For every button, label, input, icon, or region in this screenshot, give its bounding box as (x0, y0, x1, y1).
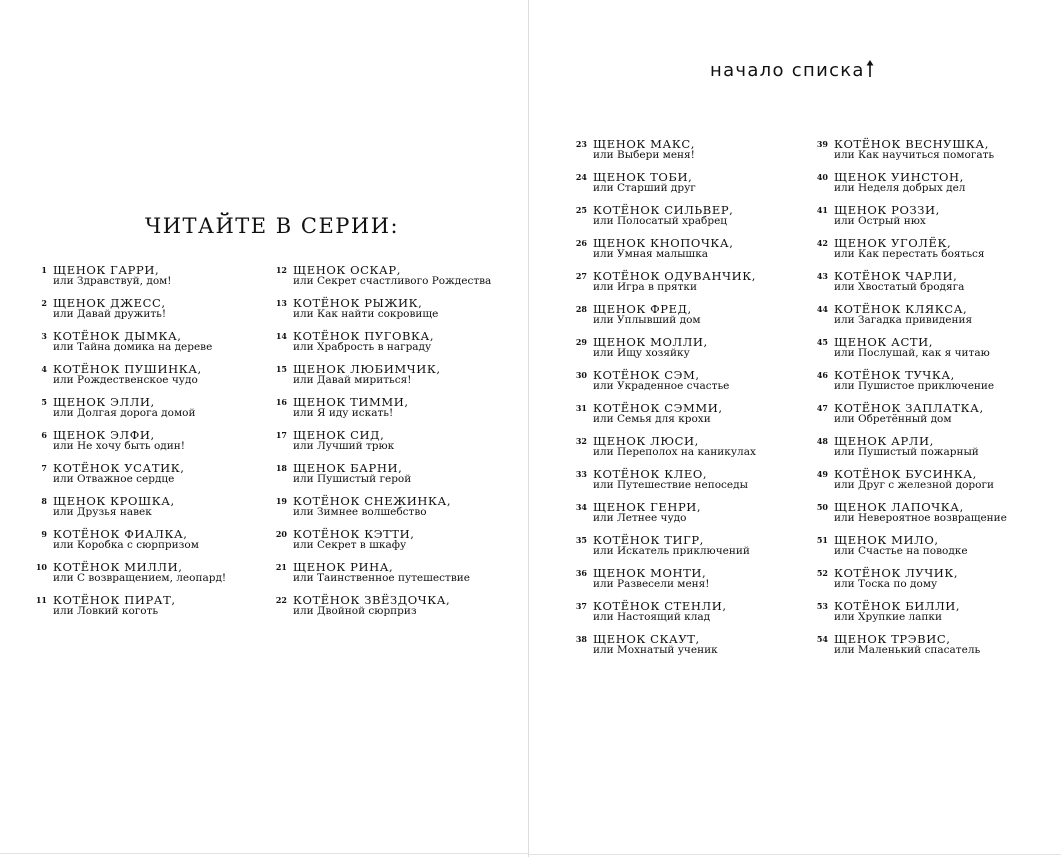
book-number: 40 (816, 172, 828, 182)
book-number: 12 (275, 265, 287, 275)
book-entry (570, 533, 810, 566)
arrow-up-icon (866, 60, 874, 78)
book-entry (570, 599, 810, 632)
book-subtitle: или Долгая дорога домой (53, 407, 196, 419)
book-number: 47 (816, 403, 828, 413)
book-subtitle: или Мохнатый ученик (593, 644, 718, 656)
book-number: 32 (575, 436, 587, 446)
book-number: 27 (575, 271, 587, 281)
book-entry (570, 566, 810, 599)
book-subtitle: или Счастье на поводке (834, 545, 968, 557)
book-number: 2 (41, 298, 47, 308)
book-entry (570, 236, 810, 269)
book-title: ЩЕНОК ТРЭВИС, (834, 632, 951, 646)
book-entry (270, 560, 528, 593)
book-list-column-2 (270, 263, 528, 626)
book-title: КОТЁНОК РЫЖИК, (293, 296, 423, 310)
book-entry (30, 494, 270, 527)
book-entry (570, 401, 810, 434)
book-subtitle: или Полосатый храбрец (593, 215, 728, 227)
book-entry (270, 395, 528, 428)
book-entry (270, 263, 528, 296)
book-title: ЩЕНОК КНОПОЧКА, (593, 236, 734, 250)
book-subtitle: или Невероятное возвращение (834, 512, 1007, 524)
book-title: КОТЁНОК ТУЧКА, (834, 368, 955, 382)
book-entry (811, 236, 1061, 269)
book-number: 17 (275, 430, 287, 440)
book-title: ЩЕНОК ОСКАР, (293, 263, 401, 277)
book-subtitle: или Как научиться помогать (834, 149, 995, 161)
book-entry (570, 269, 810, 302)
book-subtitle: или Тайна домика на дереве (53, 341, 213, 353)
book-subtitle: или Хвостатый бродяга (834, 281, 965, 293)
book-title: КОТЁНОК МИЛЛИ, (53, 560, 183, 574)
book-title: КОТЁНОК СЭММИ, (593, 401, 723, 415)
book-subtitle: или Давай мириться! (293, 374, 412, 386)
book-entry (270, 461, 528, 494)
book-number: 3 (41, 331, 47, 341)
book-number: 38 (575, 634, 587, 644)
book-title: КОТЁНОК ДЫМКА, (53, 329, 182, 343)
book-entry (811, 368, 1061, 401)
book-title: ЩЕНОК СКАУТ, (593, 632, 700, 646)
book-subtitle: или Пушистое приключение (834, 380, 995, 392)
book-number: 20 (275, 529, 287, 539)
book-subtitle: или Искатель приключений (593, 545, 750, 557)
book-title: КОТЁНОК ЛУЧИК, (834, 566, 959, 580)
book-subtitle: или Таинственное путешествие (293, 572, 470, 584)
book-title: ЩЕНОК РИНА, (293, 560, 394, 574)
book-subtitle: или Здравствуй, дом! (53, 275, 172, 287)
book-title: ЩЕНОК УГОЛЁК, (834, 236, 952, 250)
book-number: 53 (816, 601, 828, 611)
book-title: ЩЕНОК МИЛО, (834, 533, 939, 547)
book-title: КОТЁНОК ПУШИНКА, (53, 362, 202, 376)
book-subtitle: или Двойной сюрприз (293, 605, 417, 617)
book-number: 34 (575, 502, 587, 512)
book-title: КОТЁНОК БУСИНКА, (834, 467, 977, 481)
book-subtitle: или Храбрость в награду (293, 341, 432, 353)
book-subtitle: или Ищу хозяйку (593, 347, 690, 359)
book-subtitle: или Друг с железной дороги (834, 479, 994, 491)
book-title: КОТЁНОК СЭМ, (593, 368, 700, 382)
book-list-column-1 (30, 263, 270, 626)
book-subtitle: или Настоящий клад (593, 611, 711, 623)
book-entry (270, 329, 528, 362)
book-title: ЩЕНОК РОЗЗИ, (834, 203, 940, 217)
book-number: 13 (275, 298, 287, 308)
book-title: КОТЁНОК ПИРАТ, (53, 593, 176, 607)
book-subtitle: или Острый нюх (834, 215, 926, 227)
book-subtitle: или Выбери меня! (593, 149, 695, 161)
book-title: КОТЁНОК ВЕСНУШКА, (834, 137, 989, 151)
book-entry (30, 560, 270, 593)
book-number: 14 (275, 331, 287, 341)
book-number: 18 (275, 463, 287, 473)
book-subtitle: или Развесели меня! (593, 578, 710, 590)
book-entry (270, 428, 528, 461)
book-subtitle: или Старший друг (593, 182, 696, 194)
book-title: КОТЁНОК УСАТИК, (53, 461, 185, 475)
book-entry (270, 296, 528, 329)
book-subtitle: или Умная малышка (593, 248, 709, 260)
series-title: ЧИТАЙТЕ В СЕРИИ: (145, 214, 400, 238)
book-entry (811, 533, 1061, 566)
book-title: КОТЁНОК КЛЕО, (593, 467, 708, 481)
book-title: ЩЕНОК ГЕНРИ, (593, 500, 702, 514)
book-entry (570, 302, 810, 335)
book-entry (811, 203, 1061, 236)
book-title: ЩЕНОК МОЛЛИ, (593, 335, 708, 349)
book-subtitle: или Загадка привидения (834, 314, 973, 326)
book-number: 50 (816, 502, 828, 512)
book-number: 44 (816, 304, 828, 314)
book-entry (811, 467, 1061, 500)
book-subtitle: или Секрет счастливого Рождества (293, 275, 492, 287)
book-title: КОТЁНОК СТЕНЛИ, (593, 599, 727, 613)
book-entry (570, 434, 810, 467)
book-entry (270, 362, 528, 395)
book-subtitle: или Послушай, как я читаю (834, 347, 990, 359)
book-title: ЩЕНОК ЛЮСИ, (593, 434, 699, 448)
book-subtitle: или Я иду искать! (293, 407, 394, 419)
book-title: КОТЁНОК ОДУВАНЧИК, (593, 269, 756, 283)
book-number: 9 (41, 529, 47, 539)
book-title: ЩЕНОК ЭЛЛИ, (53, 395, 155, 409)
book-number: 26 (575, 238, 587, 248)
book-number: 49 (816, 469, 828, 479)
book-subtitle: или Отважное сердце (53, 473, 175, 485)
book-subtitle: или Секрет в шкафу (293, 539, 407, 551)
book-entry (30, 527, 270, 560)
book-number: 33 (575, 469, 587, 479)
book-entry (811, 170, 1061, 203)
book-subtitle: или Летнее чудо (593, 512, 687, 524)
book-entry (30, 263, 270, 296)
book-entry (570, 335, 810, 368)
book-entry (270, 593, 528, 626)
book-entry (811, 599, 1061, 632)
book-title: ЩЕНОК ЭЛФИ, (53, 428, 155, 442)
book-subtitle: или Неделя добрых дел (834, 182, 966, 194)
book-number: 51 (816, 535, 828, 545)
book-number: 29 (575, 337, 587, 347)
book-title: ЩЕНОК ЛЮБИМЧИК, (293, 362, 441, 376)
book-title: ЩЕНОК ТОБИ, (593, 170, 693, 184)
book-entry (811, 401, 1061, 434)
book-entry (30, 362, 270, 395)
book-number: 39 (816, 139, 828, 149)
book-subtitle: или Лучший трюк (293, 440, 395, 452)
book-number: 37 (575, 601, 587, 611)
book-entry (811, 302, 1061, 335)
book-entry (30, 461, 270, 494)
book-title: КОТЁНОК ЗАПЛАТКА, (834, 401, 984, 415)
book-entry (811, 137, 1061, 170)
page-edge (0, 853, 528, 854)
book-number: 15 (275, 364, 287, 374)
book-subtitle: или Рождественское чудо (53, 374, 198, 386)
book-entry (270, 527, 528, 560)
book-number: 1 (41, 265, 47, 275)
book-entry (811, 335, 1061, 368)
book-title: ЩЕНОК ТИММИ, (293, 395, 409, 409)
book-number: 7 (41, 463, 47, 473)
book-number: 23 (575, 139, 587, 149)
book-subtitle: или Как перестать бояться (834, 248, 985, 260)
book-number: 25 (575, 205, 587, 215)
book-subtitle: или Семья для крохи (593, 413, 711, 425)
book-entry (811, 632, 1061, 665)
book-title: КОТЁНОК КЭТТИ, (293, 527, 415, 541)
book-subtitle: или С возвращением, леопард! (53, 572, 227, 584)
book-subtitle: или Давай дружить! (53, 308, 167, 320)
book-title: ЩЕНОК УИНСТОН, (834, 170, 964, 184)
book-title: ЩЕНОК МАКС, (593, 137, 695, 151)
book-subtitle: или Пушистый герой (293, 473, 412, 485)
book-number: 16 (275, 397, 287, 407)
book-title: ЩЕНОК МОНТИ, (593, 566, 707, 580)
book-number: 46 (816, 370, 828, 380)
book-entry (811, 269, 1061, 302)
book-title: ЩЕНОК ЛАПОЧКА, (834, 500, 964, 514)
book-title: КОТЁНОК ЧАРЛИ, (834, 269, 958, 283)
book-list-column-4 (811, 137, 1061, 665)
book-subtitle: или Тоска по дому (834, 578, 938, 590)
book-entry (270, 494, 528, 527)
book-number: 8 (41, 496, 47, 506)
book-entry (570, 368, 810, 401)
book-subtitle: или Коробка с сюрпризом (53, 539, 199, 551)
list-start-label: начало списка (710, 60, 865, 81)
book-title: КОТЁНОК БИЛЛИ, (834, 599, 961, 613)
book-gutter (528, 0, 529, 857)
book-number: 19 (275, 496, 287, 506)
book-number: 22 (275, 595, 287, 605)
book-subtitle: или Уплывший дом (593, 314, 701, 326)
book-entry (570, 170, 810, 203)
book-entry (30, 428, 270, 461)
book-entry (570, 467, 810, 500)
book-number: 4 (41, 364, 47, 374)
book-title: ЩЕНОК АСТИ, (834, 335, 933, 349)
book-title: ЩЕНОК ГАРРИ, (53, 263, 160, 277)
book-list-column-3 (570, 137, 810, 665)
book-subtitle: или Ловкий коготь (53, 605, 159, 617)
book-entry (811, 434, 1061, 467)
book-number: 31 (575, 403, 587, 413)
book-number: 28 (575, 304, 587, 314)
book-title: КОТЁНОК ПУГОВКА, (293, 329, 435, 343)
book-subtitle: или Путешествие непоседы (593, 479, 748, 491)
book-number: 11 (35, 595, 47, 605)
book-title: ЩЕНОК АРЛИ, (834, 434, 934, 448)
book-entry (811, 500, 1061, 533)
book-title: ЩЕНОК ДЖЕСС, (53, 296, 166, 310)
book-entry (30, 395, 270, 428)
book-number: 43 (816, 271, 828, 281)
book-entry (570, 137, 810, 170)
book-number: 24 (575, 172, 587, 182)
book-entry (570, 203, 810, 236)
book-number: 36 (575, 568, 587, 578)
book-title: ЩЕНОК КРОШКА, (53, 494, 175, 508)
list-start-heading (710, 60, 874, 81)
book-number: 21 (275, 562, 287, 572)
book-number: 5 (41, 397, 47, 407)
book-entry (811, 566, 1061, 599)
book-number: 30 (575, 370, 587, 380)
book-number: 10 (35, 562, 47, 572)
book-entry (30, 593, 270, 626)
book-subtitle: или Друзья навек (53, 506, 152, 518)
book-number: 35 (575, 535, 587, 545)
book-entry (30, 329, 270, 362)
book-entry (570, 500, 810, 533)
book-subtitle: или Не хочу быть один! (53, 440, 185, 452)
book-number: 45 (816, 337, 828, 347)
book-title: КОТЁНОК СИЛЬВЕР, (593, 203, 734, 217)
book-entry (570, 632, 810, 665)
book-title: ЩЕНОК СИД, (293, 428, 385, 442)
book-subtitle: или Обретённый дом (834, 413, 952, 425)
book-number: 48 (816, 436, 828, 446)
book-title: КОТЁНОК ФИАЛКА, (53, 527, 188, 541)
book-subtitle: или Пушистый пожарный (834, 446, 979, 458)
book-subtitle: или Переполох на каникулах (593, 446, 756, 458)
book-number: 6 (41, 430, 47, 440)
book-title: КОТЁНОК ЗВЁЗДОЧКА, (293, 593, 451, 607)
page-edge (529, 854, 1061, 855)
book-title: КОТЁНОК СНЕЖИНКА, (293, 494, 452, 508)
book-number: 42 (816, 238, 828, 248)
book-subtitle: или Хрупкие лапки (834, 611, 942, 623)
book-title: КОТЁНОК КЛЯКСА, (834, 302, 968, 316)
book-subtitle: или Как найти сокровище (293, 308, 439, 320)
book-title: ЩЕНОК БАРНИ, (293, 461, 403, 475)
book-subtitle: или Украденное счастье (593, 380, 730, 392)
book-number: 54 (816, 634, 828, 644)
book-title: КОТЁНОК ТИГР, (593, 533, 704, 547)
book-subtitle: или Зимнее волшебство (293, 506, 427, 518)
book-number: 52 (816, 568, 828, 578)
book-number: 41 (816, 205, 828, 215)
book-entry (30, 296, 270, 329)
book-subtitle: или Маленький спасатель (834, 644, 981, 656)
book-title: ЩЕНОК ФРЕД, (593, 302, 692, 316)
book-subtitle: или Игра в прятки (593, 281, 697, 293)
